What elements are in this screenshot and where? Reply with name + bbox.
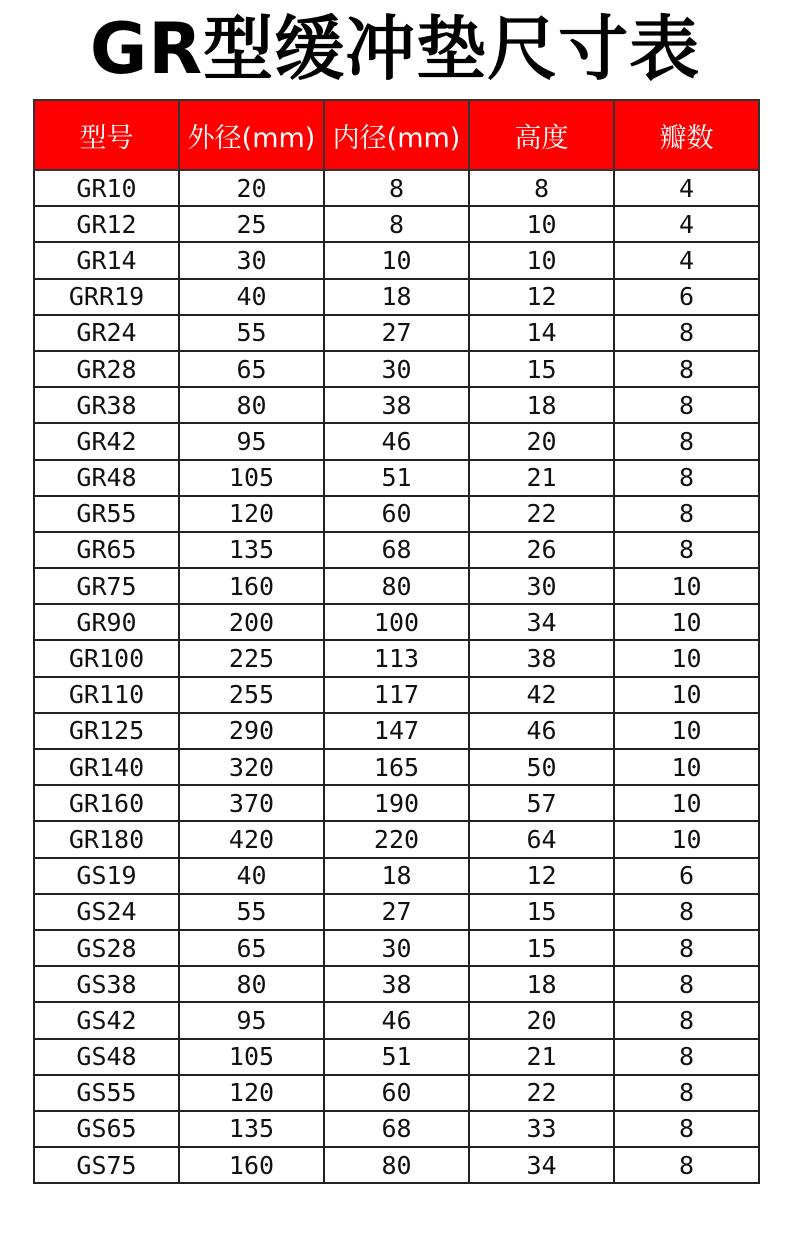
cell-petal-count: 8 <box>614 930 759 966</box>
header-height: 高度 <box>469 100 614 170</box>
cell-height: 26 <box>469 532 614 568</box>
cell-petal-count: 4 <box>614 170 759 206</box>
cell-height: 42 <box>469 677 614 713</box>
table-row <box>34 170 759 206</box>
cell-height: 21 <box>469 1039 614 1075</box>
cell-height: 14 <box>469 315 614 351</box>
cell-petal-count: 10 <box>614 713 759 749</box>
cell-outer-diameter: 135 <box>179 532 324 568</box>
cell-model: GS42 <box>34 1002 179 1038</box>
table-row <box>34 532 759 568</box>
cell-model: GS28 <box>34 930 179 966</box>
cell-inner-diameter: 46 <box>324 423 469 459</box>
cell-model: GR65 <box>34 532 179 568</box>
header-outer-diameter: 外径(mm) <box>179 100 324 170</box>
cell-height: 33 <box>469 1111 614 1147</box>
cell-petal-count: 10 <box>614 640 759 676</box>
cell-petal-count: 6 <box>614 279 759 315</box>
cell-petal-count: 8 <box>614 966 759 1002</box>
table-row <box>34 749 759 785</box>
header-petal-count: 瓣数 <box>614 100 759 170</box>
table-row <box>34 315 759 351</box>
cell-petal-count: 10 <box>614 785 759 821</box>
cell-height: 64 <box>469 821 614 857</box>
cell-model: GS19 <box>34 858 179 894</box>
size-table <box>33 99 760 1184</box>
cell-petal-count: 8 <box>614 1002 759 1038</box>
cell-model: GR38 <box>34 387 179 423</box>
cell-outer-diameter: 95 <box>179 1002 324 1038</box>
table-row <box>34 785 759 821</box>
cell-inner-diameter: 8 <box>324 206 469 242</box>
cell-model: GR10 <box>34 170 179 206</box>
cell-petal-count: 6 <box>614 858 759 894</box>
cell-height: 34 <box>469 1147 614 1183</box>
cell-inner-diameter: 68 <box>324 1111 469 1147</box>
cell-model: GR100 <box>34 640 179 676</box>
cell-height: 38 <box>469 640 614 676</box>
cell-outer-diameter: 135 <box>179 1111 324 1147</box>
cell-petal-count: 10 <box>614 604 759 640</box>
cell-model: GS55 <box>34 1075 179 1111</box>
table-header <box>34 100 759 170</box>
cell-inner-diameter: 8 <box>324 170 469 206</box>
cell-petal-count: 10 <box>614 749 759 785</box>
cell-outer-diameter: 40 <box>179 858 324 894</box>
cell-outer-diameter: 65 <box>179 351 324 387</box>
cell-outer-diameter: 105 <box>179 1039 324 1075</box>
cell-petal-count: 4 <box>614 206 759 242</box>
table-row <box>34 496 759 532</box>
cell-height: 22 <box>469 496 614 532</box>
table-row <box>34 894 759 930</box>
cell-inner-diameter: 80 <box>324 1147 469 1183</box>
cell-inner-diameter: 60 <box>324 496 469 532</box>
cell-inner-diameter: 100 <box>324 604 469 640</box>
table-row <box>34 1039 759 1075</box>
cell-model: GR140 <box>34 749 179 785</box>
cell-petal-count: 8 <box>614 315 759 351</box>
cell-petal-count: 8 <box>614 423 759 459</box>
cell-inner-diameter: 165 <box>324 749 469 785</box>
table-row <box>34 604 759 640</box>
table-row <box>34 460 759 496</box>
cell-outer-diameter: 225 <box>179 640 324 676</box>
cell-inner-diameter: 18 <box>324 858 469 894</box>
cell-height: 21 <box>469 460 614 496</box>
cell-model: GR12 <box>34 206 179 242</box>
cell-model: GR55 <box>34 496 179 532</box>
table-body <box>34 170 759 1183</box>
cell-petal-count: 4 <box>614 242 759 278</box>
cell-petal-count: 10 <box>614 677 759 713</box>
cell-height: 12 <box>469 858 614 894</box>
cell-outer-diameter: 20 <box>179 170 324 206</box>
cell-outer-diameter: 200 <box>179 604 324 640</box>
cell-outer-diameter: 30 <box>179 242 324 278</box>
table-row <box>34 1002 759 1038</box>
cell-inner-diameter: 10 <box>324 242 469 278</box>
cell-model: GR110 <box>34 677 179 713</box>
header-inner-diameter: 内径(mm) <box>324 100 469 170</box>
cell-outer-diameter: 255 <box>179 677 324 713</box>
cell-inner-diameter: 220 <box>324 821 469 857</box>
cell-inner-diameter: 30 <box>324 930 469 966</box>
cell-height: 8 <box>469 170 614 206</box>
cell-inner-diameter: 30 <box>324 351 469 387</box>
table-row <box>34 206 759 242</box>
cell-inner-diameter: 80 <box>324 568 469 604</box>
cell-model: GR48 <box>34 460 179 496</box>
cell-inner-diameter: 68 <box>324 532 469 568</box>
cell-inner-diameter: 60 <box>324 1075 469 1111</box>
table-row <box>34 966 759 1002</box>
table-row <box>34 351 759 387</box>
cell-height: 10 <box>469 242 614 278</box>
table-row <box>34 930 759 966</box>
cell-outer-diameter: 160 <box>179 1147 324 1183</box>
cell-inner-diameter: 147 <box>324 713 469 749</box>
table-row <box>34 1147 759 1183</box>
cell-height: 10 <box>469 206 614 242</box>
cell-height: 18 <box>469 966 614 1002</box>
cell-outer-diameter: 120 <box>179 496 324 532</box>
cell-model: GR75 <box>34 568 179 604</box>
table-row <box>34 423 759 459</box>
page-title: GR型缓冲垫尺寸表 <box>89 8 701 90</box>
cell-inner-diameter: 113 <box>324 640 469 676</box>
header-model: 型号 <box>34 100 179 170</box>
cell-height: 18 <box>469 387 614 423</box>
header-row <box>34 100 759 170</box>
cell-petal-count: 8 <box>614 387 759 423</box>
cell-inner-diameter: 117 <box>324 677 469 713</box>
cell-petal-count: 8 <box>614 460 759 496</box>
cell-model: GS48 <box>34 1039 179 1075</box>
cell-height: 12 <box>469 279 614 315</box>
cell-outer-diameter: 55 <box>179 894 324 930</box>
cell-outer-diameter: 160 <box>179 568 324 604</box>
cell-petal-count: 10 <box>614 568 759 604</box>
cell-inner-diameter: 38 <box>324 387 469 423</box>
cell-petal-count: 8 <box>614 532 759 568</box>
cell-height: 46 <box>469 713 614 749</box>
cell-model: GS24 <box>34 894 179 930</box>
cell-outer-diameter: 55 <box>179 315 324 351</box>
cell-outer-diameter: 40 <box>179 279 324 315</box>
cell-outer-diameter: 290 <box>179 713 324 749</box>
cell-petal-count: 8 <box>614 894 759 930</box>
cell-inner-diameter: 46 <box>324 1002 469 1038</box>
cell-outer-diameter: 120 <box>179 1075 324 1111</box>
cell-outer-diameter: 80 <box>179 387 324 423</box>
cell-inner-diameter: 51 <box>324 1039 469 1075</box>
cell-inner-diameter: 190 <box>324 785 469 821</box>
table-row <box>34 568 759 604</box>
cell-outer-diameter: 105 <box>179 460 324 496</box>
table-row <box>34 387 759 423</box>
cell-model: GR14 <box>34 242 179 278</box>
cell-height: 57 <box>469 785 614 821</box>
cell-outer-diameter: 420 <box>179 821 324 857</box>
cell-height: 30 <box>469 568 614 604</box>
cell-petal-count: 8 <box>614 1075 759 1111</box>
table-row <box>34 1111 759 1147</box>
cell-petal-count: 8 <box>614 1111 759 1147</box>
cell-model: GR125 <box>34 713 179 749</box>
cell-petal-count: 8 <box>614 351 759 387</box>
cell-height: 50 <box>469 749 614 785</box>
cell-model: GS75 <box>34 1147 179 1183</box>
cell-inner-diameter: 27 <box>324 315 469 351</box>
cell-outer-diameter: 95 <box>179 423 324 459</box>
cell-model: GR42 <box>34 423 179 459</box>
table-row <box>34 1075 759 1111</box>
cell-petal-count: 8 <box>614 1147 759 1183</box>
cell-model: GR160 <box>34 785 179 821</box>
cell-height: 20 <box>469 1002 614 1038</box>
cell-petal-count: 8 <box>614 496 759 532</box>
cell-petal-count: 8 <box>614 1039 759 1075</box>
cell-outer-diameter: 25 <box>179 206 324 242</box>
cell-inner-diameter: 27 <box>324 894 469 930</box>
cell-inner-diameter: 38 <box>324 966 469 1002</box>
cell-model: GR28 <box>34 351 179 387</box>
cell-height: 22 <box>469 1075 614 1111</box>
cell-model: GR24 <box>34 315 179 351</box>
cell-outer-diameter: 80 <box>179 966 324 1002</box>
table-row <box>34 640 759 676</box>
cell-model: GR180 <box>34 821 179 857</box>
cell-height: 15 <box>469 930 614 966</box>
cell-outer-diameter: 65 <box>179 930 324 966</box>
cell-model: GRR19 <box>34 279 179 315</box>
cell-petal-count: 10 <box>614 821 759 857</box>
table-row <box>34 279 759 315</box>
table-row <box>34 677 759 713</box>
cell-height: 15 <box>469 351 614 387</box>
table-row <box>34 242 759 278</box>
cell-inner-diameter: 18 <box>324 279 469 315</box>
cell-model: GS38 <box>34 966 179 1002</box>
cell-outer-diameter: 370 <box>179 785 324 821</box>
table-row <box>34 821 759 857</box>
table-row <box>34 713 759 749</box>
cell-model: GR90 <box>34 604 179 640</box>
cell-outer-diameter: 320 <box>179 749 324 785</box>
cell-height: 34 <box>469 604 614 640</box>
cell-height: 20 <box>469 423 614 459</box>
cell-height: 15 <box>469 894 614 930</box>
cell-model: GS65 <box>34 1111 179 1147</box>
cell-inner-diameter: 51 <box>324 460 469 496</box>
table-row <box>34 858 759 894</box>
